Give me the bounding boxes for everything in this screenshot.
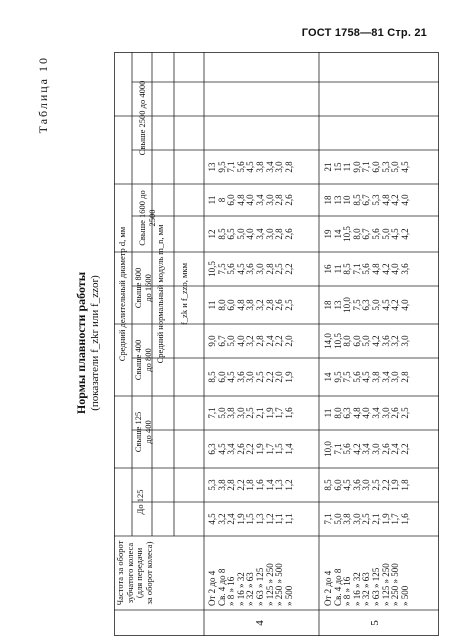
fz-header: f_zk и f_zzo, мкм [179, 263, 189, 325]
freq-header: Частота за оборот зубчатого колеса (для передачи за оборот колеса) [115, 540, 154, 606]
freq-row: » 32 » 63 [245, 572, 256, 606]
table-cell: 1,7 [264, 443, 275, 455]
freq-row: » 500 [283, 585, 294, 606]
table-cell: 2,2 [245, 443, 256, 455]
table-cell: 1,2 [283, 479, 294, 491]
table-cell: 4,2 [370, 335, 381, 347]
table-cell: 1,2 [264, 513, 275, 525]
table-cell: 2,8 [399, 371, 410, 383]
table-cell: 4,5 [390, 228, 401, 240]
table-cell: 3,6 [351, 479, 362, 491]
table-cell: 1,9 [254, 443, 265, 455]
table-cell: 3,8 [370, 371, 381, 383]
table-cell: 3,0 [361, 479, 372, 491]
table-cell: 8,5 [351, 194, 362, 206]
table-cell: 2,2 [274, 335, 285, 347]
table-cell: 1,1 [274, 513, 285, 525]
table-cell: 3,8 [254, 161, 265, 173]
table-cell: 3,0 [370, 443, 381, 455]
table-cell: 2,1 [370, 513, 381, 525]
table-cell: 8,0 [332, 407, 343, 419]
value-column [208, 430, 294, 468]
table-cell: 4,2 [390, 299, 401, 311]
table-cell: 1,7 [274, 407, 285, 419]
table-cell: 3,4 [254, 228, 265, 240]
table-cell: 6,3 [207, 443, 217, 455]
table-cell: 1,9 [390, 479, 401, 491]
table-cell: 7,1 [351, 263, 362, 275]
table-cell: 4,0 [245, 228, 256, 240]
table-cell: 3,2 [254, 299, 265, 311]
table-cell: 3,4 [361, 443, 372, 455]
value-column [208, 468, 294, 502]
table-cell: 5,6 [342, 443, 353, 455]
table-cell: 10,5 [207, 261, 217, 277]
table-cell: 6,0 [216, 371, 227, 383]
value-column [324, 324, 410, 358]
table-cell: 3,4 [370, 407, 381, 419]
table-cell: 2,5 [274, 263, 285, 275]
table-cell: 5,0 [370, 299, 381, 311]
table-cell: 4,5 [235, 263, 246, 275]
table-cell: 3,0 [399, 335, 410, 347]
d1-header: До 125 [135, 489, 145, 515]
table-cell: 1,9 [235, 513, 246, 525]
table-cell: 3,8 [226, 407, 237, 419]
table-cell: 7,5 [216, 263, 227, 275]
freq-row: » 63 » 125 [254, 567, 265, 606]
table-cell: 10 [342, 195, 353, 205]
table-cell: 3,4 [226, 443, 237, 455]
freq-row: » 63 » 125 [370, 567, 381, 606]
table-cell: 2,6 [235, 443, 246, 455]
table-cell: 5,6 [235, 161, 246, 173]
value-column [324, 502, 410, 536]
table-cell: 4,5 [226, 371, 237, 383]
table-cell: 4,2 [351, 443, 362, 455]
freq-row: От 2 до 4 [323, 570, 333, 606]
grade-4: 4 [254, 620, 266, 626]
table-cell: 1,4 [283, 443, 294, 455]
table-cell: 10,0 [342, 297, 353, 313]
d6-header: Свыше 2500 до 4000 [137, 80, 147, 156]
table-cell: 10,5 [342, 226, 353, 242]
table-cell: 1,1 [283, 513, 294, 525]
table-cell: 1,6 [254, 479, 265, 491]
table-cell: 4,5 [207, 513, 217, 525]
d3-header: Свыше 400 до 800 [133, 339, 153, 381]
value-column [208, 286, 294, 324]
title-line-1: Нормы плавности работы [74, 271, 88, 415]
value-column [208, 150, 294, 184]
value-column [324, 430, 410, 468]
table-cell: 2,1 [254, 407, 265, 419]
table-cell: 3,8 [342, 513, 353, 525]
table-cell: 2,4 [390, 443, 401, 455]
table-cell: 19 [323, 229, 333, 239]
table-cell: 4,5 [380, 299, 391, 311]
table-cell: 2,5 [283, 299, 294, 311]
table-cell: 6,0 [370, 161, 381, 173]
value-column [324, 252, 410, 286]
table-cell: 3,0 [390, 371, 401, 383]
table-cell: 8 [216, 197, 227, 203]
table-cell: 14 [323, 372, 333, 382]
table-cell: 5,0 [216, 407, 227, 419]
table-cell: 6,0 [332, 479, 343, 491]
table-cell: 6,7 [361, 228, 372, 240]
value-column [324, 184, 410, 216]
table-cell: 4,5 [399, 161, 410, 173]
value-column [208, 184, 294, 216]
table-cell: 3,4 [380, 371, 391, 383]
value-column [324, 468, 410, 502]
table-cell: 7,5 [342, 371, 353, 383]
table-cell: 1,6 [283, 407, 294, 419]
table-cell: 2,6 [380, 443, 391, 455]
table-cell: 2,5 [245, 407, 256, 419]
diameter-header: Средний делительный диаметр d, мм [117, 226, 127, 362]
table-cell: 13 [332, 195, 343, 205]
freq-row: » 8 » 16 [342, 576, 353, 606]
table-cell: 2,5 [254, 371, 265, 383]
table-cell: 8,0 [351, 228, 362, 240]
freq-column-4 [208, 538, 294, 606]
table-cell: 4,8 [351, 407, 362, 419]
table-cell: 11 [342, 162, 353, 172]
table-cell: 5,6 [370, 228, 381, 240]
table-cell: 3,0 [264, 194, 275, 206]
table-cell: 8,5 [342, 263, 353, 275]
table-cell: 9,0 [351, 161, 362, 173]
table-cell: 2,0 [274, 371, 285, 383]
table-cell: 7,1 [207, 407, 217, 419]
table-cell: 4,5 [342, 479, 353, 491]
table-cell: 6,0 [351, 335, 362, 347]
table-cell: 6,0 [226, 194, 237, 206]
table-cell: 14 [332, 229, 343, 239]
table-cell: 5,0 [332, 513, 343, 525]
table-cell: 1,9 [283, 371, 294, 383]
table-cell: 2,2 [399, 443, 410, 455]
table-cell: 14,0 [323, 333, 333, 349]
table-cell: 2,8 [274, 228, 285, 240]
freq-row: » 16 » 32 [235, 572, 246, 606]
value-column [324, 150, 410, 184]
table-cell: 4,8 [235, 299, 246, 311]
table-cell: 2,6 [390, 407, 401, 419]
value-column [324, 286, 410, 324]
table-cell: 21 [323, 162, 333, 172]
table-cell: 1,9 [380, 513, 391, 525]
freq-row: » 16 » 32 [351, 572, 362, 606]
table-cell: 1,5 [245, 513, 256, 525]
table-cell: 1,8 [399, 479, 410, 491]
table-cell: 13 [332, 300, 343, 310]
table-cell: 2,0 [283, 335, 294, 347]
table-cell: 6,7 [361, 194, 372, 206]
table-cell: 8,5 [323, 479, 333, 491]
table-cell: 11 [323, 408, 333, 418]
table-cell: 6,3 [361, 299, 372, 311]
table-cell: 1,3 [274, 479, 285, 491]
freq-row: » 250 » 500 [390, 563, 401, 606]
table-cell: 2,6 [283, 194, 294, 206]
table-cell: 2,5 [361, 513, 372, 525]
table-cell: 4,2 [380, 263, 391, 275]
table-cell: 5,0 [361, 335, 372, 347]
table-cell: 4,0 [235, 335, 246, 347]
table-cell: 4,5 [245, 161, 256, 173]
table-cell: 16 [323, 264, 333, 274]
table-caption: Таблица 10 [36, 56, 50, 134]
table-cell: 1,4 [264, 479, 275, 491]
table-cell: 3,0 [245, 371, 256, 383]
table-cell: 10,5 [332, 333, 343, 349]
d4-header: Свыше 800 до 1600 [133, 267, 153, 309]
value-column [208, 324, 294, 358]
table-cell: 4,5 [216, 443, 227, 455]
table-cell: 2,2 [264, 371, 275, 383]
table-cell: 4,2 [390, 194, 401, 206]
table-cell: 3,8 [216, 479, 227, 491]
table-cell: 1,6 [399, 513, 410, 525]
table-cell: 2,4 [264, 335, 275, 347]
table-cell: 2,6 [283, 228, 294, 240]
table-cell: 4,8 [235, 194, 246, 206]
table-cell: 3,0 [351, 513, 362, 525]
freq-row: » 125 » 250 [264, 563, 275, 606]
norms-table [114, 52, 439, 636]
table-cell: 15 [332, 162, 343, 172]
table-cell: 1,7 [390, 513, 401, 525]
table-cell: 3,2 [245, 335, 256, 347]
table-cell: 4,0 [361, 407, 372, 419]
table-cell: 5,0 [390, 161, 401, 173]
table-cell: 2,8 [226, 479, 237, 491]
table-cell: 7,1 [332, 443, 343, 455]
table-cell: 6,7 [216, 335, 227, 347]
table-cell: 9,5 [332, 371, 343, 383]
table-cell: 18 [323, 300, 333, 310]
freq-row: » 8 » 16 [226, 576, 237, 606]
table-cell: 2,2 [380, 479, 391, 491]
table-cell: 4,0 [399, 194, 410, 206]
table-cell: 12 [207, 229, 217, 239]
table-cell: 2,4 [226, 513, 237, 525]
value-column [324, 358, 410, 396]
freq-row: » 500 [399, 585, 410, 606]
table-cell: 2,8 [264, 263, 275, 275]
table-cell: 6,5 [226, 228, 237, 240]
table-cell: 8,0 [216, 299, 227, 311]
title-line-2: (показатели f_zkr или f_zzor) [89, 275, 101, 411]
table-cell: 4,0 [245, 194, 256, 206]
value-column [208, 396, 294, 430]
table-cell: 13 [207, 162, 217, 172]
table-cell: 3,2 [390, 335, 401, 347]
table-cell: 7,1 [361, 161, 372, 173]
table-cell: 5,3 [207, 479, 217, 491]
table-cell: 6,0 [226, 299, 237, 311]
table-cell: 1,9 [264, 407, 275, 419]
table-cell: 5,3 [370, 194, 381, 206]
freq-row: Св. 4 до 8 [216, 568, 227, 606]
table-cell: 3,6 [245, 263, 256, 275]
page-header: ГОСТ 1758—81 Стр. 21 [301, 27, 427, 39]
d2-header: Свыше 125 до 400 [133, 411, 153, 453]
d5-header: Свыше 1600 до 2500 [137, 190, 157, 246]
table-cell: 10,0 [323, 441, 333, 457]
table-cell: 3,4 [254, 194, 265, 206]
table-cell: 5,3 [380, 161, 391, 173]
value-column [324, 216, 410, 252]
table-cell: 2,8 [274, 194, 285, 206]
value-column [208, 358, 294, 396]
table-cell: 4,2 [399, 228, 410, 240]
table-cell: 3,0 [264, 228, 275, 240]
table-cell: 2,2 [283, 263, 294, 275]
table-cell: 8,0 [342, 335, 353, 347]
table-cell: 2,5 [399, 407, 410, 419]
table-cell: 9,5 [216, 161, 227, 173]
table-cell: 3,6 [399, 263, 410, 275]
table-cell: 5,0 [235, 228, 246, 240]
table-cell: 3,0 [254, 263, 265, 275]
freq-row: » 32 » 63 [361, 572, 372, 606]
table-cell: 2,8 [254, 335, 265, 347]
table-cell: 3,8 [245, 299, 256, 311]
grade-5: 5 [369, 620, 381, 626]
table-cell: 5,0 [226, 335, 237, 347]
table-cell: 5,0 [380, 228, 391, 240]
rotated-page [34, 48, 444, 638]
table-cell: 1,8 [245, 479, 256, 491]
value-column [208, 252, 294, 286]
table-cell: 8,5 [207, 371, 217, 383]
value-column [324, 396, 410, 430]
freq-row: » 250 » 500 [274, 563, 285, 606]
table-cell: 7,1 [226, 161, 237, 173]
table-cell: 7,1 [323, 513, 333, 525]
table-cell: 5,6 [361, 263, 372, 275]
table-cell: 2,5 [370, 479, 381, 491]
freq-row: Св. 4 до 8 [332, 568, 343, 606]
table-cell: 3,0 [274, 161, 285, 173]
table-cell: 3,0 [380, 407, 391, 419]
table-cell: 2,2 [235, 479, 246, 491]
table-cell: 4,8 [380, 194, 391, 206]
table-cell: 18 [323, 195, 333, 205]
module-header: Средний нормальный модуль m_n, мм [155, 224, 165, 364]
table-cell: 5,6 [226, 263, 237, 275]
table-cell: 2,8 [264, 299, 275, 311]
table-cell: 2,6 [274, 299, 285, 311]
table-cell: 4,5 [361, 371, 372, 383]
table-title [74, 48, 102, 638]
table-cell: 6,3 [342, 407, 353, 419]
table-cell: 3,2 [216, 513, 227, 525]
table-cell: 11 [207, 195, 217, 205]
table-cell: 4,0 [390, 263, 401, 275]
table-cell: 11 [332, 264, 343, 274]
freq-column-5 [324, 538, 410, 606]
value-column [208, 502, 294, 536]
table-cell: 5,6 [351, 371, 362, 383]
table-cell: 4,8 [370, 263, 381, 275]
table-cell: 11 [207, 300, 217, 310]
table-cell: 8,5 [216, 228, 227, 240]
table-cell: 1,3 [254, 513, 265, 525]
freq-row: » 125 » 250 [380, 563, 391, 606]
table-cell: 7,5 [351, 299, 362, 311]
table-cell: 1,5 [274, 443, 285, 455]
table-cell: 4,0 [399, 299, 410, 311]
table-cell: 3,0 [235, 407, 246, 419]
table-cell: 3,4 [264, 161, 275, 173]
table-cell: 3,6 [235, 371, 246, 383]
value-column [208, 216, 294, 252]
table-cell: 3,6 [380, 335, 391, 347]
freq-row: От 2 до 4 [207, 570, 217, 606]
table-cell: 2,8 [283, 161, 294, 173]
table-cell: 9,0 [207, 335, 217, 347]
